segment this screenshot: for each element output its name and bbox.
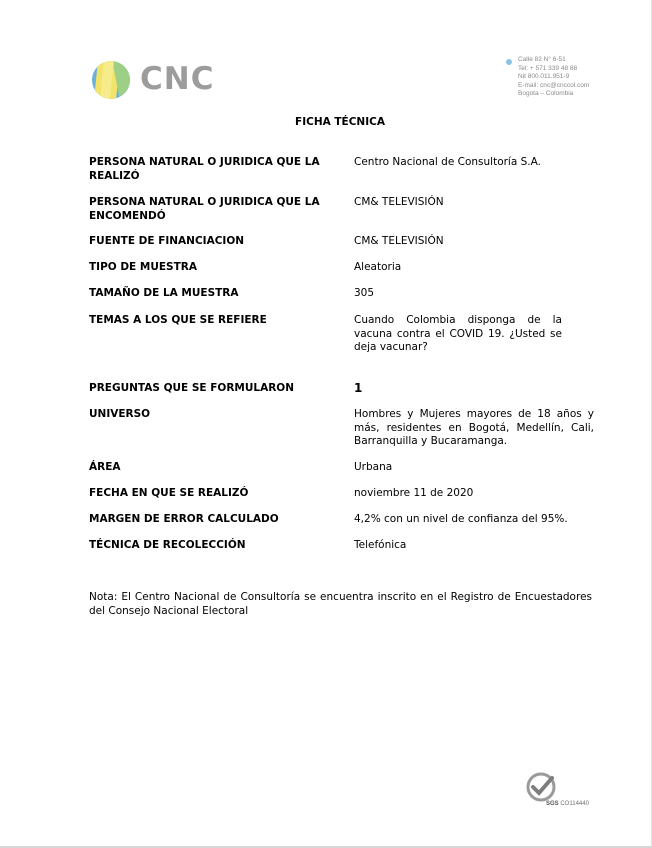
sgs-check-icon: [522, 772, 560, 804]
row-label: PERSONA NATURAL O JURIDICA QUE LA REALIZÓ: [89, 156, 320, 182]
contact-bullet-icon: [506, 59, 512, 65]
row-value: Aleatoria: [354, 261, 402, 273]
row-label: FECHA EN QUE SE REALIZÓ: [89, 487, 249, 499]
cnc-logo-mark: [90, 60, 134, 100]
row-label: PERSONA NATURAL O JURIDICA QUE LA ENCOMENDÓ: [89, 196, 320, 222]
row-label: MARGEN DE ERROR CALCULADO: [89, 513, 279, 525]
row-label: TÉCNICA DE RECOLECCIÓN: [89, 539, 246, 551]
certification-code: CO114440: [560, 801, 589, 807]
row-label: FUENTE DE FINANCIACION: [89, 235, 245, 247]
row-label: ÁREA: [89, 461, 121, 473]
row-value: 4,2% con un nivel de confianza del 95%.: [354, 513, 568, 525]
row-value: Urbana: [354, 461, 393, 473]
contact-address: Calle 82 N° 6-51: [518, 56, 566, 63]
row-value: CM& TELEVISIÓN: [354, 235, 444, 247]
row-label: TIPO DE MUESTRA: [89, 261, 197, 273]
row-label: UNIVERSO: [89, 408, 151, 420]
sgs-certification-seal: [522, 772, 602, 812]
row-label: TAMAÑO DE LA MUESTRA: [89, 287, 239, 299]
row-label: TEMAS A LOS QUE SE REFIERE: [89, 314, 267, 326]
row-value: 305: [354, 287, 375, 299]
certification-label: [546, 801, 589, 807]
row-value: noviembre 11 de 2020: [354, 487, 474, 499]
contact-nit: Nit 800.011.951-9: [518, 73, 570, 81]
row-label: PREGUNTAS QUE SE FORMULARON: [89, 382, 295, 394]
contact-phone: Tel: + 571 339 48 88: [518, 64, 578, 72]
row-value: Cuando Colombia disponga de la vacuna contra el COVID 19. ¿Usted se deja vacunar?: [354, 314, 562, 353]
row-value: Hombres y Mujeres mayores de 18 años y más, residentes en Bogotá, Medellín, Cali, Barranquilla y Bucaramanga.: [354, 408, 594, 447]
contact-email: E-mail: cnc@cnccol.com: [518, 81, 590, 89]
contact-city: Bogota – Colombia: [518, 90, 574, 98]
document-title: FICHA TÉCNICA: [295, 116, 385, 128]
footnote: Nota: El Centro Nacional de Consultoría se encuentra inscrito en el Registro de Encuestadores del Consejo Nacional Electoral: [89, 591, 592, 617]
row-value: Centro Nacional de Consultoría S.A.: [354, 156, 541, 168]
row-value: Telefónica: [354, 539, 407, 551]
cnc-logo: [90, 60, 230, 100]
row-value: 1: [354, 381, 363, 395]
row-value: CM& TELEVISIÓN: [354, 196, 444, 208]
certification-brand: SGS: [546, 801, 559, 807]
logo-wordmark: CNC: [140, 61, 215, 97]
